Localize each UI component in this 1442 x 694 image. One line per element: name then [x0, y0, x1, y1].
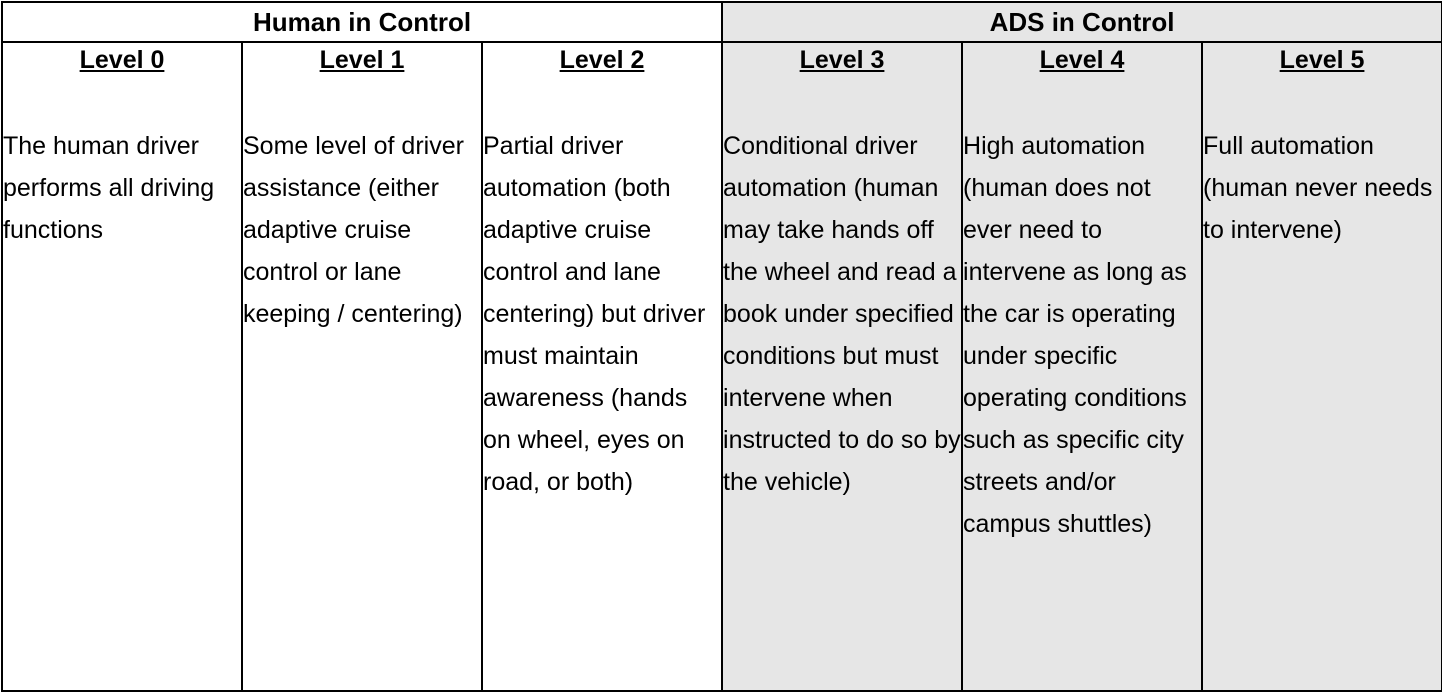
level-5-description: Full automation (human never needs to intervene): [1203, 132, 1433, 244]
level-2-cell: [482, 42, 722, 691]
level-5-cell: [1202, 42, 1442, 691]
level-5-title: Level 5: [1279, 46, 1365, 74]
level-0-description: The human driver performs all driving functions: [3, 132, 215, 244]
ads-in-control-header: ADS in Control: [722, 2, 1442, 42]
level-2-title: Level 2: [559, 46, 645, 74]
level-0-title: Level 0: [79, 46, 165, 74]
level-3-cell: [722, 42, 962, 691]
group-header-row: [2, 2, 1442, 42]
level-1-description: Some level of driver assistance (either adaptive cruise control or lane keeping / centering): [243, 132, 464, 328]
human-in-control-header: Human in Control: [2, 2, 722, 42]
level-0-cell: [2, 42, 242, 691]
level-3-description: Conditional driver automation (human may take hands off the wheel and read a book under specified conditions but must intervene when instructed to do so by the vehicle): [723, 132, 961, 496]
automation-levels-table: [1, 1, 1442, 692]
levels-row: [2, 42, 1442, 691]
level-4-cell: [962, 42, 1202, 691]
level-4-title: Level 4: [1039, 46, 1125, 74]
level-1-title: Level 1: [319, 46, 405, 74]
level-2-description: Partial driver automation (both adaptive cruise control and lane centering) but driver must maintain awareness (hands on wheel, eyes on road, or both): [483, 132, 706, 496]
level-3-title: Level 3: [799, 46, 885, 74]
level-4-description: High automation (human does not ever need to intervene as long as the car is operating under specific operating conditions such as specific city streets and/or campus shuttles): [963, 132, 1187, 538]
level-1-cell: [242, 42, 482, 691]
